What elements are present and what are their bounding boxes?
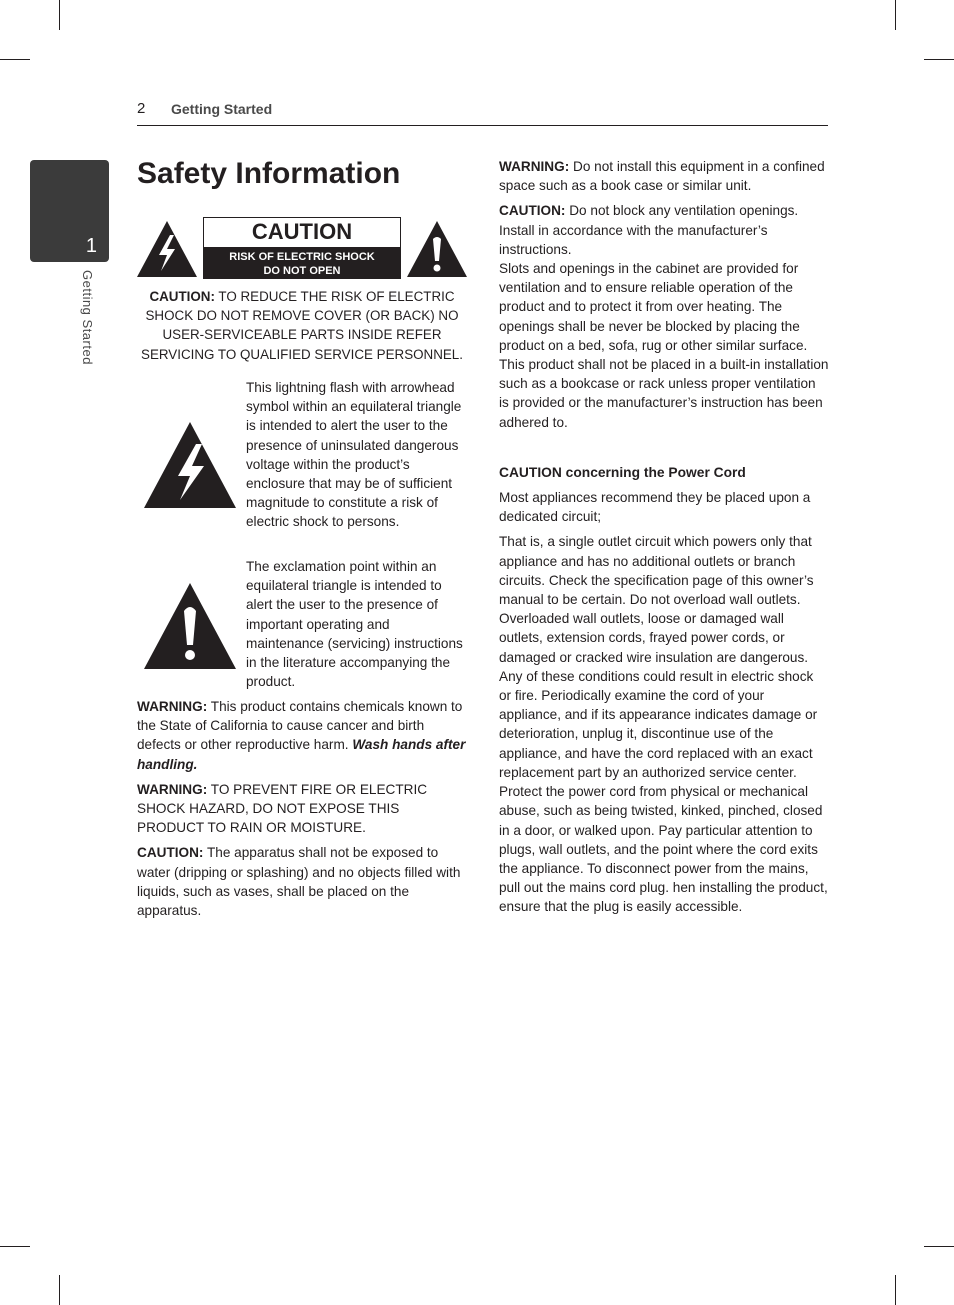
caution-box — [203, 217, 401, 279]
crop-mark — [0, 1246, 30, 1247]
crop-mark — [895, 1275, 896, 1305]
crop-mark — [59, 0, 60, 30]
right-column — [499, 157, 829, 917]
warning-chemicals-text: This product contains chemicals known to the State of California to cause cancer and birth defects or other reproductive harm. — [137, 699, 463, 753]
caution-water-paragraph — [137, 843, 467, 920]
crop-mark — [895, 0, 896, 30]
ventilation-slots-paragraph: Slots and openings in the cabinet are provided for ventilation and to ensure reliable operation of the product and to protect it from over heating. The openings shall be never be blocked by placing the product on a bed, sofa, rug or other similar surface. This product shall not be placed in a built-in installation such as a bookcase or rack unless proper ventilation is provided or the manufacturer’s instruction has been adhered to. — [499, 261, 829, 430]
power-cord-paragraph-1: Most appliances recommend they be placed upon a dedicated circuit; — [499, 490, 811, 525]
caution-band — [204, 247, 400, 279]
lightning-triangle-icon — [144, 422, 236, 513]
caution-main-paragraph — [137, 287, 467, 364]
warning-label: WARNING: — [137, 699, 208, 714]
chapter-tab — [30, 160, 109, 262]
caution-label: CAUTION: — [149, 289, 215, 304]
crop-mark — [59, 1275, 60, 1305]
crop-mark — [924, 59, 954, 60]
chapter-number: 1 — [85, 235, 97, 257]
caution-word: CAUTION — [251, 219, 353, 244]
warning-fire-text: TO PREVENT FIRE OR ELECTRIC SHOCK HAZARD, DO NOT EXPOSE THIS PRODUCT TO RAIN OR MOISTURE. — [137, 781, 428, 836]
exclamation-symbol-description: The exclamation point within an equilateral triangle is intended to alert the user to the presence of important operating and maintenance (servicing) instructions in the literature accompanying the product. — [246, 559, 463, 690]
caution-ventilation-text: Do not block any ventilation openings. Install in accordance with the manufacturer’s instructions. — [499, 203, 799, 257]
crop-mark — [924, 1246, 954, 1247]
warning-chemicals-paragraph — [137, 697, 467, 774]
lightning-symbol-description: This lightning flash with arrowhead symbol within an equilateral triangle is intended to alert the user to the presence of uninsulated dangerous voltage within the product’s enclosure that may be of sufficient magnitude to constitute a risk of electric shock to persons. — [246, 380, 462, 530]
running-header — [137, 100, 828, 126]
caution-ventilation-paragraph — [499, 201, 829, 259]
exclamation-triangle-icon — [407, 221, 467, 282]
chapter-tab-label: Getting Started — [80, 270, 95, 365]
warning-fire-paragraph — [137, 780, 467, 838]
header-section-title: Getting Started — [171, 101, 273, 117]
warning-confined-paragraph — [499, 157, 829, 195]
power-cord-paragraph-2: That is, a single outlet circuit which powers only that appliance and has no additional outlets or branch circuits. Check the specification page of this owner’s manual to be certain. Do not overload wall outlets. Overloaded wall outlets, loose or damaged wall outlets, extension cords, frayed power cords, or damaged or cracked wire insulation are dangerous. Any of these conditions could result in electric shock or fire. Periodically examine the cord of your appliance, and if its appearance indicates damage or deterioration, unplug it, discontinue use of the appliance, and have the cord replaced with an exact replacement part by an authorized service center. Protect the power cord from physical or mechanical abuse, such as being twisted, kinked, pinched, closed in a door, or walked upon. Pay particular attention to plugs, wall outlets, and the point where the cord exits the appliance. To disconnect power from the mains, pull out the mains cord plug. hen installing the product, ensure that the plug is easily accessible. — [499, 534, 828, 915]
left-column-warnings — [137, 697, 467, 920]
warning-label: WARNING: — [499, 159, 570, 174]
caution-label: CAUTION: — [137, 845, 204, 861]
caution-band-line2: DO NOT OPEN — [263, 265, 341, 277]
page-number: 2 — [137, 100, 146, 117]
caution-band-line1: RISK OF ELECTRIC SHOCK — [229, 251, 375, 263]
caution-label-graphic — [137, 217, 467, 280]
power-cord-heading: CAUTION concerning the Power Cord — [499, 464, 746, 480]
exclamation-triangle-icon — [144, 583, 236, 674]
caution-label: CAUTION: — [499, 203, 566, 219]
page-title: Safety Information — [137, 157, 401, 190]
wash-hands-emphasis: Wash hands after handling. — [137, 737, 466, 772]
lightning-triangle-icon — [137, 221, 197, 282]
caution-main-text: TO REDUCE THE RISK OF ELECTRIC SHOCK DO NOT REMOVE COVER (OR BACK) NO USER-SERVICEABLE PARTS INSIDE REFER SERVICING TO QUALIFIED SERVICE PERSONNEL. — [141, 289, 463, 362]
warning-confined-text: Do not install this equipment in a confined space such as a book case or similar unit. — [499, 159, 825, 194]
caution-water-text: The apparatus shall not be exposed to water (dripping or splashing) and no objects filled with liquids, such as vases, shall be placed on the apparatus. — [137, 845, 461, 919]
crop-mark — [0, 59, 30, 60]
warning-label: WARNING: — [137, 781, 208, 797]
